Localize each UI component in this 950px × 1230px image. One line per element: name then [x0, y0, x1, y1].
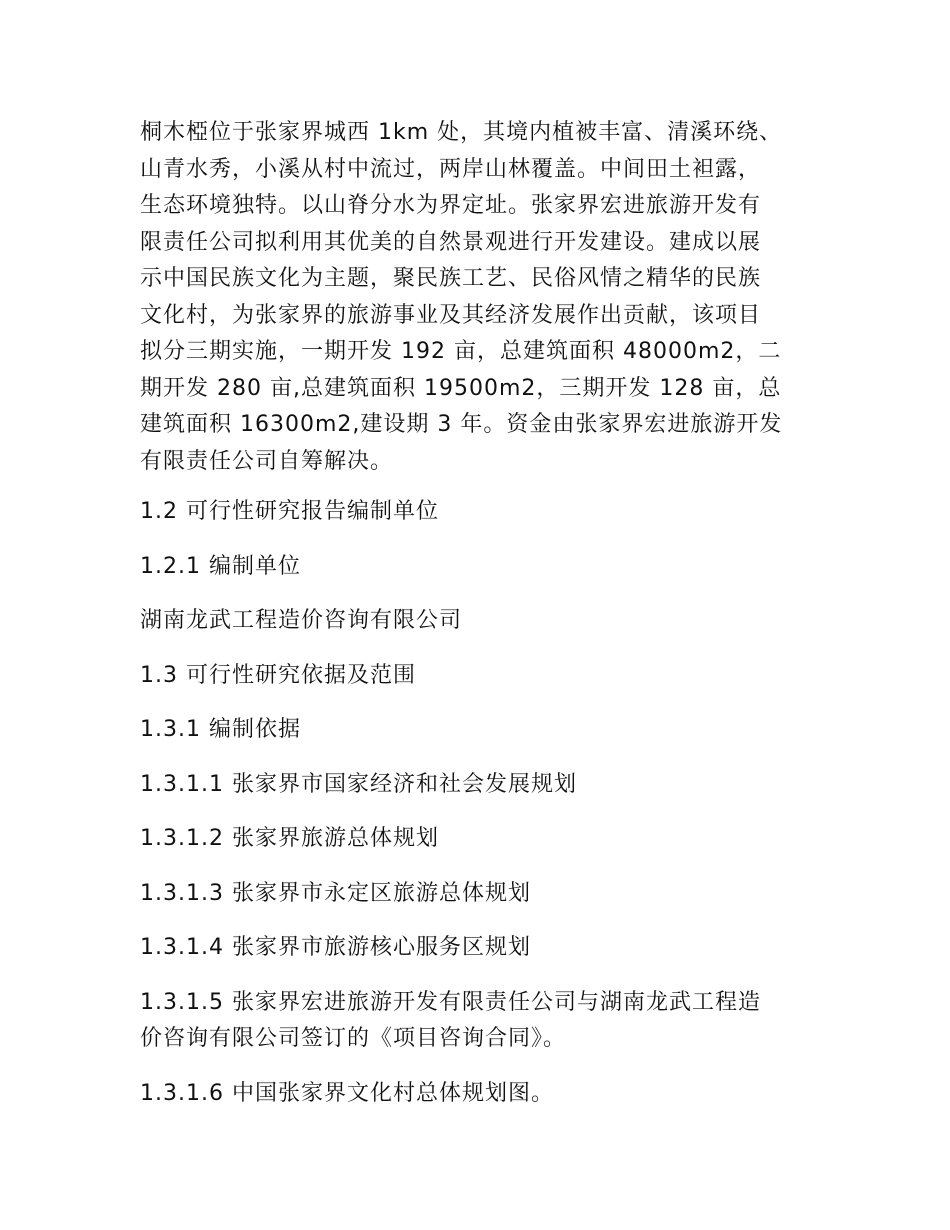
- basis-item-1-3-1-2: 1.3.1.2 张家界旅游总体规划: [140, 826, 439, 851]
- paragraph-line: 限责任公司拟利用其优美的自然景观进行开发建设。建成以展: [140, 229, 762, 255]
- section-heading-1-2: 1.2 可行性研究报告编制单位: [140, 499, 439, 524]
- paragraph-line: 生态环境独特。以山脊分水为界定址。张家界宏进旅游开发有: [140, 193, 762, 218]
- paragraph-line: 山青水秀，小溪从村中流过，两岸山林覆盖。中间田土袒露，: [140, 156, 762, 182]
- basis-item-1-3-1-5: [140, 985, 820, 1058]
- basis-item-1-3-1-3: 1.3.1.3 张家界市永定区旅游总体规划: [140, 880, 531, 906]
- basis-item-1-3-1-1: 1.3.1.1 张家界市国家经济和社会发展规划: [140, 771, 577, 797]
- paragraph-line: 拟分三期实施，一期开发 192 亩，总建筑面积 48000m2，二: [140, 339, 782, 364]
- paragraph-line: 价咨询有限公司签订的《项目咨询合同》。: [140, 1026, 567, 1051]
- paragraph-line: 建筑面积 16300m2,建设期 3 年。资金由张家界宏进旅游开发: [140, 412, 783, 437]
- section-heading-1-3: 1.3 可行性研究依据及范围: [140, 662, 416, 688]
- intro-paragraph: [140, 115, 820, 480]
- basis-item-1-3-1-6: 1.3.1.6 中国张家界文化村总体规划图。: [140, 1080, 554, 1106]
- paragraph-line: 1.3.1.5 张家界宏进旅游开发有限责任公司与湖南龙武工程造: [140, 989, 761, 1015]
- document-body: [140, 115, 820, 1112]
- company-name: 湖南龙武工程造价咨询有限公司: [140, 608, 463, 633]
- basis-item-1-3-1-4: 1.3.1.4 张家界市旅游核心服务区规划: [140, 935, 531, 960]
- paragraph-line: 期开发 280 亩,总建筑面积 19500m2，三期开发 128 亩，总: [140, 375, 782, 401]
- section-heading-1-2-1: 1.2.1 编制单位: [140, 553, 301, 579]
- paragraph-line: 桐木椏位于张家界城西 1km 处，其境内植被丰富、清溪环绕、: [140, 120, 783, 145]
- paragraph-line: 有限责任公司自筹解决。: [140, 448, 394, 474]
- paragraph-line: 示中国民族文化为主题，聚民族工艺、民俗风情之精华的民族: [140, 266, 762, 291]
- paragraph-line: 文化村，为张家界的旅游事业及其经济发展作出贡献，该项目: [140, 302, 762, 328]
- section-heading-1-3-1: 1.3.1 编制依据: [140, 717, 301, 742]
